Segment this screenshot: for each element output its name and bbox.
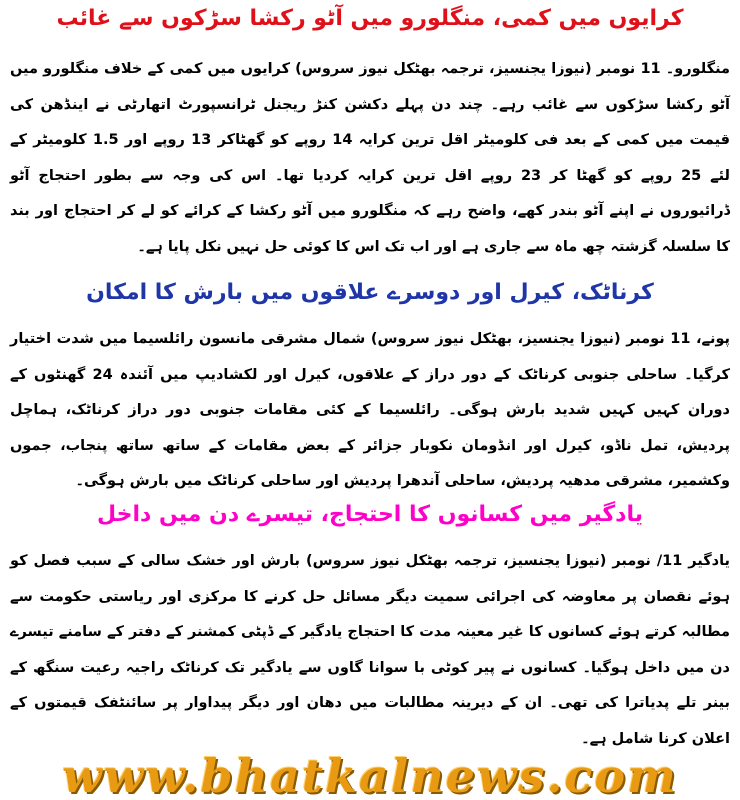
article-headline: کرناٹک، کیرل اور دوسرے علاقوں میں بارش کا امکان	[86, 280, 654, 305]
site-watermark: www.bhatkalnews.com	[62, 752, 678, 800]
article-body: منگلورو۔ 11 نومبر (نیوزا یجنسیز، ترجمہ بھٹکل نیوز سروس) کرایوں میں کمی کے خلاف منگلورو میں آٹو رکشا سڑکوں سے غائب رہے۔ چند دن پہلے دکشن کنڑ ریجنل ٹرانسپورٹ اتھارٹی نے اینڈھن کی قیمت میں کمی کے بعد فی کلومیٹر اقل ترین کرایہ 14 روپے کو گھٹاکر 13 روپے اور 1.5 کلومیٹر کے لئے 25 روپے کو گھٹا کر 23 روپے اقل ترین کرایہ کردیا تھا۔ اس کی وجہ سے بطور احتجاج آٹو ڈرائیوروں نے اپنے آٹو بندر کھے، واضح رہے کہ منگلورو میں آٹو رکشا کے کرائے کو لے کر احتجاج اور بند کا سلسلہ گزشتہ چھ ماہ سے جاری ہے اور اب تک اس کا کوئی حل نہیں نکل پایا ہے۔	[10, 61, 731, 255]
article-headline: یادگیر میں کسانوں کا احتجاج، تیسرے دن میں داخل	[97, 502, 643, 527]
article-rain-forecast	[0, 278, 740, 500]
article-body: یادگیر 11/ نومبر (نیوزا یجنسیز، ترجمہ بھٹکل نیوز سروس) بارش اور خشک سالی کے سبب فصل کو ہوئے نقصان پر معاوضہ کی اجرائی سمیت دیگر مسائل حل کرنے کا مرکزی اور ریاستی حکومت سے مطالبہ کرتے ہوئے کسانوں کا غیر معینہ مدت کا احتجاج یادگیر کے ڈپٹی کمشنر کے دفتر کے سامنے تیسرے دن میں داخل ہوگیا۔ کسانوں نے پیر کوٹی با سوانا گاوں سے یادگیر تک کرناٹک راجیہ رعیت سنگھ کے بینر تلے پدیاترا کی تھی۔ ان کے دیرینہ مطالبات میں دھان اور دیگر پیداوار پر سائنٹفک قیمتوں کے اعلان کرنا شامل ہے۔	[10, 553, 730, 747]
article-body: پونے، 11 نومبر (نیوزا یجنسیز، بھٹکل نیوز سروس) شمال مشرقی مانسون رائلسیما میں شدت اختیار کرگیا۔ ساحلی جنوبی کرناٹک کے دور دراز کے علاقوں، کیرل اور لکشادیپ میں آئندہ 24 گھنٹوں کے دوران کہیں کہیں شدید بارش ہوگی۔ رائلسیما کے کئی مقامات جنوبی دور دراز کرناٹک، ہماچل پردیش، تمل ناڈو، کیرل اور انڈومان نکوبار جزائر کے بعض مقامات کے ساتھ ساتھ پنجاب، جموں وکشمیر، مشرقی مدھیہ پردیش، ساحلی آندھرا پردیش اور ساحلی کرناٹک میں بارش ہوگی۔	[10, 331, 730, 489]
article-farmers-protest	[0, 500, 740, 757]
article-auto-rickshaw	[0, 4, 740, 265]
article-headline: کرایوں میں کمی، منگلورو میں آٹو رکشا سڑکوں سے غائب	[56, 6, 684, 31]
